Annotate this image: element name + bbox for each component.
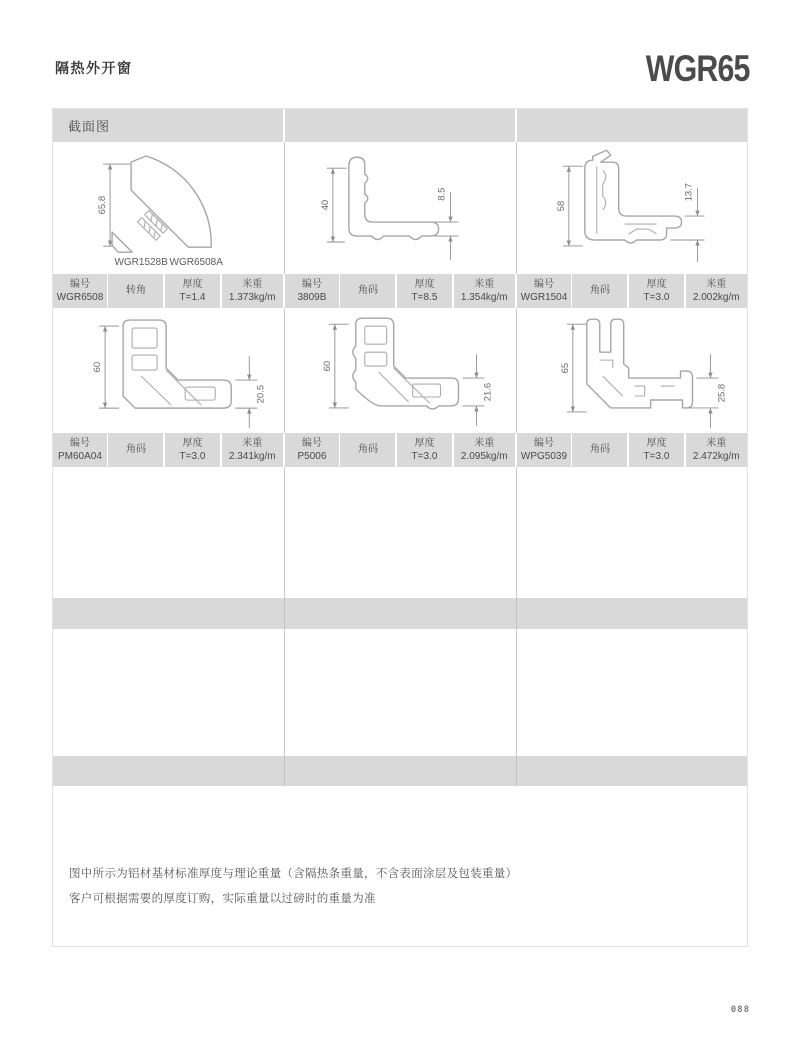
spec-p5006	[285, 433, 515, 467]
spec-weight-cell: 米重 1.354kg/m	[454, 274, 516, 308]
spec-row-2	[53, 433, 747, 467]
section-header-cell	[517, 109, 747, 142]
spec-type-cell: 转角	[108, 274, 163, 308]
section-header-cell	[285, 109, 515, 142]
spec-type-cell: 角码	[340, 433, 395, 467]
dimension-label: 60	[92, 361, 104, 373]
drawing-row-2	[53, 308, 747, 433]
profile-drawing-bracket	[285, 142, 515, 274]
spec-code-cell: 编号 WGR6508	[53, 274, 107, 308]
part-label: WGR6508A	[169, 257, 223, 269]
spec-weight-cell: 米重 1.373kg/m	[222, 274, 284, 308]
page-number: 088	[730, 1005, 750, 1015]
spec-weight-cell: 米重 2.341kg/m	[222, 433, 284, 467]
section-header-row	[53, 109, 747, 142]
spec-thickness-cell: 厚度 T=3.0	[629, 433, 684, 467]
drawing-cell-p5006	[284, 308, 515, 433]
spec-weight-cell: 米重 2.472kg/m	[686, 433, 748, 467]
drawing-cell-wpg5039	[516, 308, 747, 433]
spec-wpg5039	[517, 433, 747, 467]
profile-drawing-bracket	[517, 308, 747, 433]
spec-3809b	[285, 274, 515, 308]
spec-thickness-cell: 厚度 T=1.4	[165, 274, 220, 308]
spec-type-cell: 角码	[572, 433, 627, 467]
empty-spec-band	[53, 598, 747, 629]
dimension-label: 58	[555, 200, 567, 212]
profile-drawing-bracket	[285, 308, 515, 433]
spec-weight-cell: 米重 2.095kg/m	[454, 433, 516, 467]
spec-weight-cell: 米重 2.002kg/m	[686, 274, 748, 308]
dimension-label: 20.5	[255, 384, 267, 404]
drawing-row-1	[53, 142, 747, 274]
dimension-label: 65.8	[97, 195, 109, 215]
dimension-label: 13.7	[683, 182, 695, 202]
spec-code-cell: 编号 P5006	[285, 433, 339, 467]
section-header-label: 截面图	[68, 119, 111, 134]
page-header	[55, 48, 750, 88]
spec-wgr6508	[53, 274, 283, 308]
note-line-1: 图中所示为铝材基材标准厚度与理论重量（含隔热条重量，不含表面涂层及包装重量）	[69, 868, 518, 880]
spec-type-cell: 角码	[108, 433, 163, 467]
spec-thickness-cell: 厚度 T=3.0	[397, 433, 452, 467]
profile-drawing-bracket	[53, 308, 284, 433]
profile-drawing-bracket	[517, 142, 747, 274]
spec-code-cell: 编号 3809B	[285, 274, 339, 308]
empty-spec-band	[53, 756, 747, 786]
dimension-label: 40	[320, 199, 332, 211]
drawing-cell-wgr1504	[516, 142, 747, 274]
spec-code-cell: 编号 PM60A04	[53, 433, 107, 467]
empty-drawing-row	[53, 467, 747, 598]
dimension-label: 60	[322, 360, 334, 372]
spec-thickness-cell: 厚度 T=3.0	[165, 433, 220, 467]
part-label: WGR1528B	[114, 257, 168, 269]
spec-pm60a04	[53, 433, 283, 467]
spec-wgr1504	[517, 274, 747, 308]
spec-type-cell: 角码	[340, 274, 395, 308]
drawing-cell-wgr6508	[53, 142, 284, 274]
drawing-cell-pm60a04	[53, 308, 284, 433]
spec-thickness-cell: 厚度 T=3.0	[629, 274, 684, 308]
table-footer	[53, 786, 747, 946]
dimension-label: 65	[559, 362, 571, 374]
page-title: 隔热外开窗	[55, 60, 133, 76]
drawing-cell-3809b	[284, 142, 515, 274]
footer-notes	[69, 862, 517, 912]
dimension-label: 25.8	[716, 383, 728, 403]
spec-code-cell: 编号 WGR1504	[517, 274, 571, 308]
spec-thickness-cell: 厚度 T=8.5	[397, 274, 452, 308]
spec-type-cell: 角码	[572, 274, 627, 308]
profile-table	[52, 108, 748, 947]
spec-code-cell: 编号 WPG5039	[517, 433, 571, 467]
note-line-2: 客户可根据需要的厚度订购，实际重量以过磅时的重量为准	[69, 893, 376, 905]
profile-drawing-corner	[53, 142, 284, 274]
series-code: WGR65	[646, 47, 750, 89]
section-header-cell	[53, 109, 283, 142]
dimension-label: 8.5	[436, 187, 448, 201]
dimension-label: 21.6	[482, 382, 494, 402]
empty-drawing-row	[53, 629, 747, 756]
spec-row-1	[53, 274, 747, 308]
